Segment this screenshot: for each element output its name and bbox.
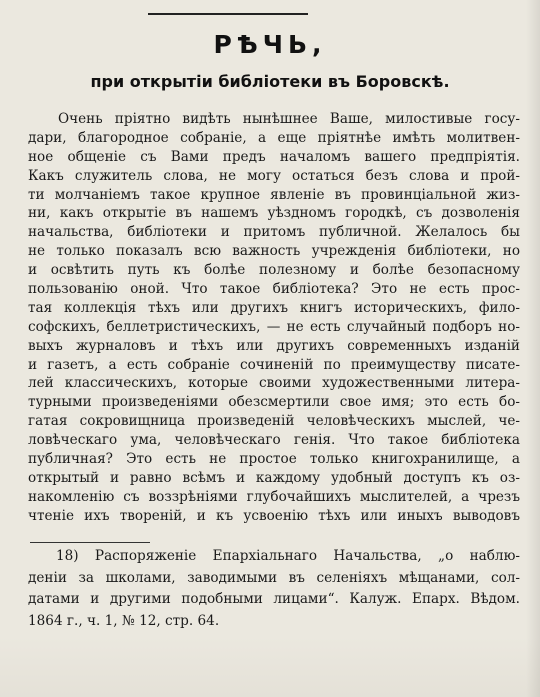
text-line: и газетъ, а есть собраніе сочиненій по преимуществу писате- xyxy=(28,356,520,373)
speech-body xyxy=(28,110,520,526)
text-line: лей классическихъ, которые своими художественными литера- xyxy=(28,375,520,392)
text-line: Очень пріятно видѣть нынѣшнее Ваше, милостивые госу- xyxy=(58,111,520,127)
text-line: накомленію съ воззрѣніями глубочайшихъ мыслителей, а чрезъ xyxy=(28,488,520,505)
text-line: начальства, библіотеки и притомъ публичной. Желалось бы xyxy=(28,224,520,241)
text-line: ти молчаніемъ такое крупное явленіе въ провинціальной жиз- xyxy=(28,186,520,203)
text-line: пользованію оной. Что такое библіотека? Это не есть прос- xyxy=(28,281,520,298)
text-line: софскихъ, беллетристическихъ, — не есть случайный подборъ но- xyxy=(28,318,520,335)
footnote-rule xyxy=(30,542,150,543)
text-line: выхъ журналовъ и тѣхъ или другихъ современныхъ изданій xyxy=(28,337,520,354)
footnote xyxy=(28,546,520,632)
page-title: РѢЧЬ, xyxy=(213,30,327,59)
page-tone xyxy=(0,637,540,697)
text-line: Какъ служитель слова, не могу остаться безъ слова и прой- xyxy=(28,167,520,184)
text-line: ное общеніе съ Вами предъ началомъ вашего предпріятія. xyxy=(28,148,520,165)
footnote-line: датами и другими подобными лицами“. Калуж. Епарх. Вѣдом. xyxy=(28,591,520,607)
header-rule xyxy=(148,13,308,15)
text-line: гатая сокровищница произведеній человѣческихъ мыслей, че- xyxy=(28,413,520,430)
text-line: турными произведеніями обезсмертили свое имя; это есть бо- xyxy=(28,394,520,411)
text-line: чтеніе ихъ твореній, и къ усвоенію тѣхъ или иныхъ выводовъ xyxy=(28,507,520,524)
text-line: публичная? Это есть не простое только книгохранилище, а xyxy=(28,451,520,468)
text-line: не только показалъ всю важность учрежденія библіотеки, но xyxy=(28,243,520,260)
text-line: тая коллекція тѣхъ или другихъ книгъ историческихъ, фило- xyxy=(28,299,520,316)
page-subtitle: при открытіи библіотеки въ Боровскѣ. xyxy=(90,72,450,91)
text-line: дари, благородное собраніе, а еще пріятнѣе имѣть молитвен- xyxy=(28,129,520,146)
text-line: ловѣческаго ума, человѣческаго генія. Что такое библіотека xyxy=(28,432,520,449)
footnote-line: 1864 г., ч. 1, № 12, стр. 64. xyxy=(28,612,220,629)
text-line: и освѣтить путь къ болѣе полезному и болѣе безопасному xyxy=(28,262,520,279)
page-edge-shadow xyxy=(526,0,540,697)
text-line: ни, какъ открытіе въ нашемъ уѣздномъ городкѣ, съ дозволенія xyxy=(28,205,520,222)
text-line: открытый и равно всѣмъ и каждому удобный доступъ къ оз- xyxy=(28,469,520,486)
footnote-line: деніи за школами, заводимыми въ селеніяхъ мѣщанами, сол- xyxy=(28,569,520,586)
footnote-line: 18) Распоряженіе Епархіальнаго Начальства, „о наблю- xyxy=(56,548,520,564)
